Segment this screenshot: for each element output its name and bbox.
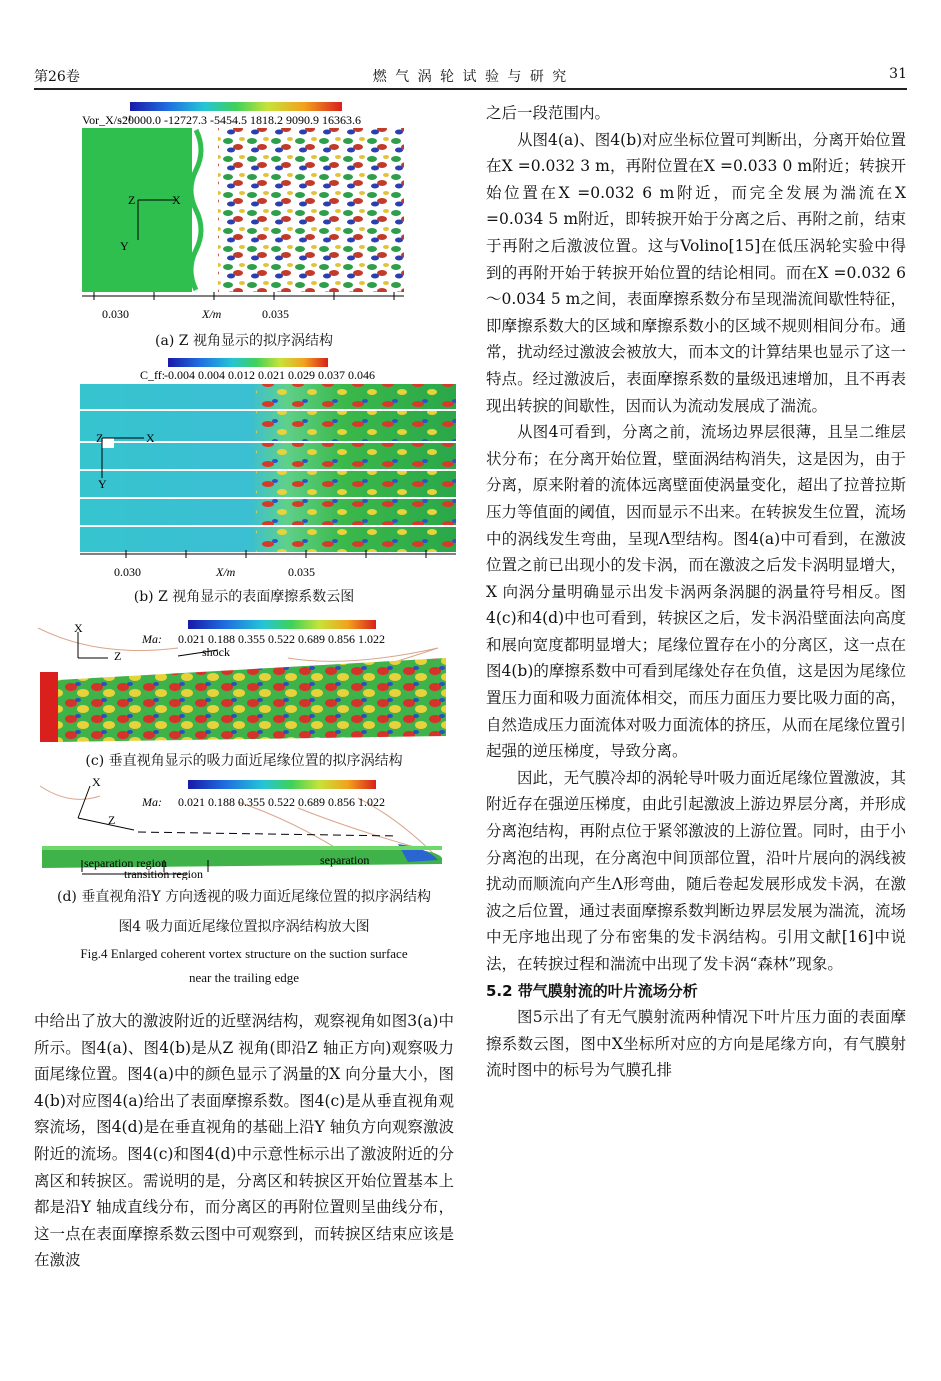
colorbar-values: 0.021 0.188 0.355 0.522 0.689 0.856 1.022	[178, 632, 385, 646]
axis-z-label: Z	[114, 649, 122, 663]
figure-title-cn: 图4 吸力面近尾缘位置拟序涡结构放大图	[118, 919, 370, 935]
xtick-unit: X/m	[202, 307, 222, 321]
colorbar-values: -20000.0 -12727.3 -5454.5 1818.2 9090.9 16363.6	[118, 113, 361, 127]
left-column-text	[34, 1008, 454, 1274]
right-column-text	[486, 100, 906, 1084]
separation-label: separation	[320, 853, 370, 867]
axis-x-label: X	[74, 621, 83, 635]
section-heading: 5.2 带气膜射流的叶片流场分析	[486, 981, 698, 1000]
page-number: 31	[889, 66, 907, 82]
colorbar	[130, 102, 342, 111]
xtick-0035: 0.035	[288, 565, 315, 579]
laminar-region	[82, 128, 192, 292]
paragraph: 中给出了放大的激波附近的近壁涡结构，观察视角如图3(a)中所示。图4(a)、图4(b)是从Z 视角(即沿Z 轴正方向)观察吸力面尾缘位置。图4(a)中的颜色显示了涡量的X 向分量大小，图4(b)对应图4(a)给出了表面摩擦系数。图4(c)是从垂直视角观察流场，图4(d)是在垂直视角的基础上沿Y 轴负方向观察激波附近的流场。图4(c)和图4(d)中示意性标示出了激波附近的分离区和转捩区。需说明的是，分离区和转捩区开始位置基本上都是沿Y 轴成直线分布，而分离区的再附位置则呈曲线分布，这一点在表面摩擦系数云图中可观察到，而转捩区结束应该是在激波	[34, 1012, 454, 1270]
caption-4a: (a) Z 视角显示的拟序涡结构	[155, 333, 333, 349]
figure-title-en-1: Fig.4 Enlarged coherent vortex structure on the suction surface	[80, 946, 408, 961]
axis-y-label: Y	[98, 477, 107, 491]
colorbar-label: Ma:	[142, 795, 162, 809]
separation-region-label: separation region	[84, 856, 167, 870]
vortex-field	[58, 658, 446, 742]
figure-4d	[38, 778, 446, 880]
axis-y-label: Y	[120, 239, 129, 253]
paragraph: 图5示出了有无气膜射流两种情况下叶片压力面的表面摩擦系数云图，图中X坐标所对应的方向是尾缘方向，有气膜射流时图中的标号为气膜孔排	[486, 1008, 906, 1080]
axis-z-label: Z	[128, 193, 136, 207]
caption-4b: (b) Z 视角显示的表面摩擦系数云图	[133, 589, 355, 605]
figure-title-en-2: near the trailing edge	[188, 970, 300, 985]
colorbar-values: -0.004 0.004 0.012 0.021 0.029 0.037 0.046	[164, 368, 375, 382]
axis-x-label: X	[92, 778, 101, 789]
paragraph: 之后一段范围内。	[486, 104, 611, 122]
caption-4d: (d) 垂直视角沿Y 方向透视的吸力面近尾缘位置的拟序涡结构	[56, 889, 432, 905]
running-header	[34, 66, 907, 90]
colorbar-label: Vor_X/s⁻¹	[82, 113, 132, 127]
xtick-0030: 0.030	[102, 307, 129, 321]
figure-4b	[80, 358, 456, 580]
transition-region-label: transition region	[124, 867, 203, 880]
journal-name: 燃 气 涡 轮 试 验 与 研 究	[372, 69, 569, 85]
figure-4c	[38, 618, 446, 746]
axis-x-label: X	[172, 193, 181, 207]
vortex-region	[218, 128, 404, 292]
colorbar	[168, 358, 328, 367]
axis-z-label: Z	[96, 431, 104, 445]
shock-label: shock	[202, 645, 230, 659]
colorbar	[188, 780, 376, 789]
xtick-0035: 0.035	[262, 307, 289, 321]
colorbar-label: Ma:	[142, 632, 162, 646]
paragraph: 因此，无气膜冷却的涡轮导叶吸力面近尾缘位置激波，其附近存在强逆压梯度，由此引起激波上游边界层分离，并形成分离泡结构，再附点位于紧邻激波的上游位置。同时，由于小分离泡的出现，在分离泡中间顶部位置，沿叶片展向的涡线被扰动而顺流向产生Λ形弯曲，随后卷起发展形成发卡涡，在激波之后位置，通过表面摩擦系数判断边界层发展为湍流，流场中无序地出现了分布密集的发卡涡结构。引用文献[16]中说法，在转捩过程和湍流中出现了发卡涡“森林”现象。	[486, 768, 906, 973]
colorbar-label: C_ff:	[140, 368, 166, 382]
caption-4c: (c) 垂直视角显示的吸力面近尾缘位置的拟序涡结构	[85, 753, 403, 769]
xtick-unit: X/m	[216, 565, 236, 579]
axis-z-label: Z	[108, 813, 116, 827]
volume-label: 第26卷	[34, 69, 80, 85]
paragraph: 从图4(a)、图4(b)对应坐标位置可判断出，分离开始位置在X =0.032 3 m，再附位置在X =0.033 0 m附近；转捩开始位置在X =0.032 6 m附近，而完全发展为湍流在X =0.034 5 m附近，即转捩开始于分离之后、再附之前，结束于再附之后激波位置。这与Volino[15]在低压涡轮实验中得到的再附开始于转捩开始位置的结论相同。而在X =0.032 6～0.034 5 m之间，表面摩擦系数分布呈现湍流间歇性特征，即摩擦系数大的区域和摩擦系数小的区域不规则相间分布。通常，扰动经过激波会被放大，而本文的计算结果也显示了这一特点。经过激波后，表面摩擦系数的量级迅速增加，且不再表现出转捩的间歇性，因而认为流动发展成了湍流。	[486, 130, 906, 415]
colorbar-values: 0.021 0.188 0.355 0.522 0.689 0.856 1.022	[178, 795, 385, 809]
axis-x-label: X	[146, 431, 155, 445]
figure-4a	[78, 100, 408, 325]
paragraph: 从图4可看到，分离之前，流场边界层很薄，且呈二维层状分布；在分离开始位置，壁面涡结构消失，这是因为，由于分离，原来附着的流体远离壁面使涡量变化，超出了拉普拉斯压力等值面的阈值，因而显示不出来。在转捩发生位置，流场中的涡线发生弯曲，呈现Λ型结构。图4(a)中可看到，在激波位置之前已出现小的发卡涡，而在激波之后发卡涡明显增大，X 向涡分量明确显示出发卡涡两条涡腿的涡量符号相反。图4(c)和4(d)中也可看到，转捩区之后，发卡涡沿壁面法向高度和展向宽度都明显增大；尾缘位置存在小的分离区，这一点在图4(b)的摩擦系数中可看到尾缘处存在负值，这是因为尾缘位置压力面和吸力面流体相交，而压力面压力要比吸力面的高，自然造成压力面流体对吸力面流体的挤压，从而在尾缘位置引起强的逆压梯度，导致分离。	[486, 423, 906, 761]
colorbar	[188, 620, 376, 629]
xtick-0030: 0.030	[114, 565, 141, 579]
